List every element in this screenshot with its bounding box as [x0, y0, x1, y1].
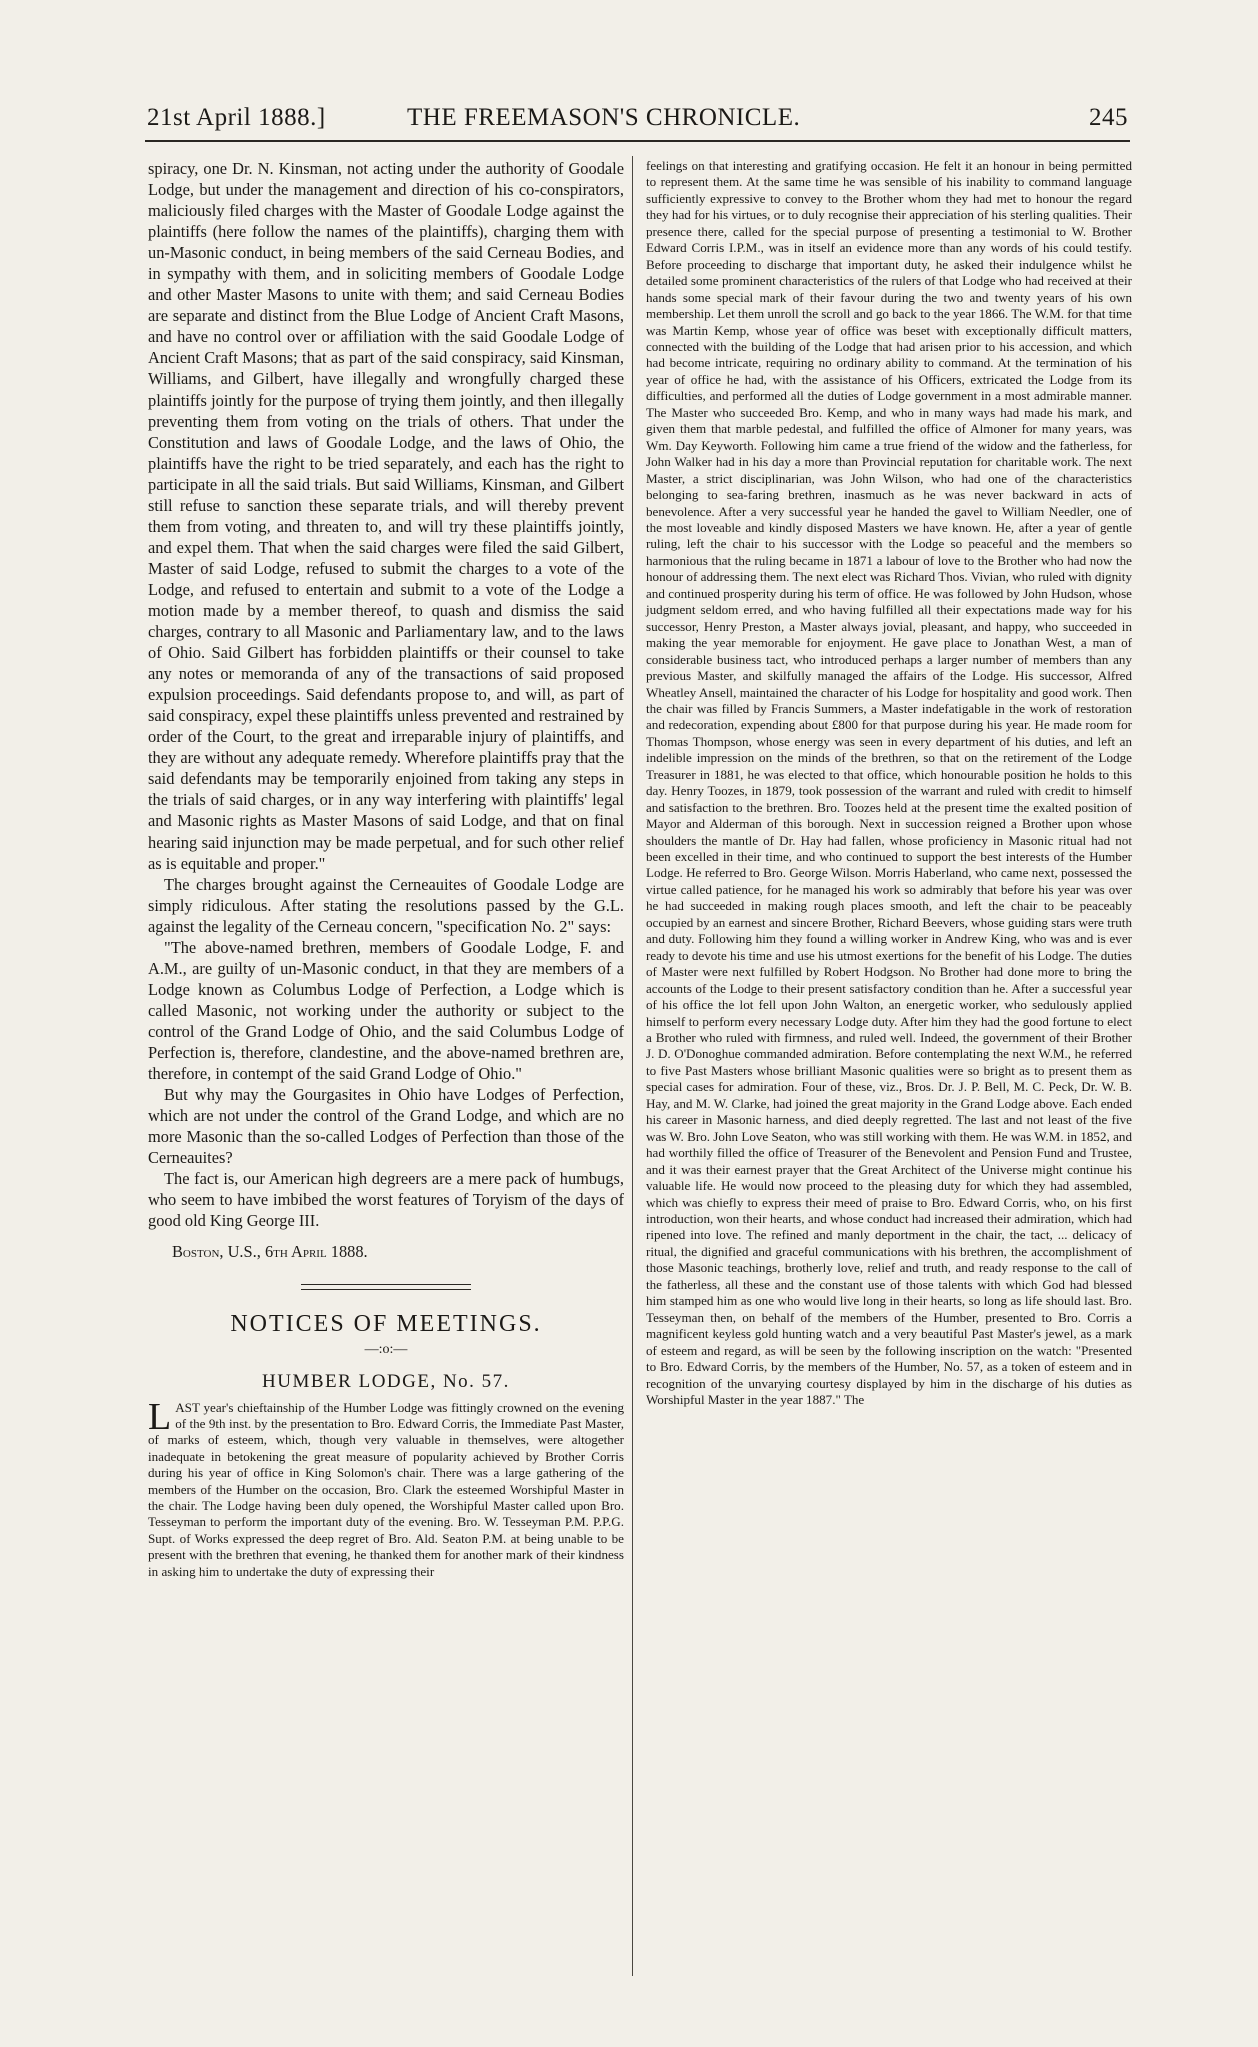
- section-title: NOTICES OF MEETINGS.: [230, 1311, 542, 1338]
- publication-title: THE FREEMASON'S CHRONICLE.: [407, 104, 801, 131]
- quoted-specification: "The above-named brethren, members of Goodale Lodge, F. and A.M., are guilty of un-Masonic conduct, in that they are members of a Lodge known as Columbus Lodge of Perfection, a Lodge which is called Masonic, not working under the authority or subject to the control of the Grand Lodge of Ohio, and the said Columbus Lodge of Perfection is, therefore, clandestine, and the above-named brethren are, therefore, in contempt of the said Grand Lodge of Ohio.": [148, 937, 624, 1084]
- column-rule: [632, 156, 633, 1976]
- article-paragraph: The charges brought against the Cerneauites of Goodale Lodge are simply ridiculous. After stating the resolutions passed by the G.L. against the legality of the Cerneau concern, "specification No. 2" says:: [148, 874, 624, 936]
- lodge-report-continued: feelings on that interesting and gratifying occasion. He felt it an honour in being permitted to represent them. At the same time he was sensible of his inability to command language sufficiently expressive to convey to the Brother whom they had met to honour the regard they had for his virtues, or to duly recognise their appreciation of his sterling qualities. Their presence there, called for the special purpose of presenting a testimonial to W. Brother Edward Corris I.P.M., was in itself an evidence more than any words of his could testify. Before proceeding to discharge that important duty, he asked their indulgence whilst he detailed some prominent characteristics of the rulers of that Lodge who had received at their hands some special mark of their favour during the two and twenty years of his own membership. Let them unroll the scroll and go back to the year 1866. The W.M. for that time was Martin Kemp, whose year of office was beset with exceptionally difficult matters, connected with the building of the Lodge that had arisen prior to his accession, and which had become intricate, requiring no ordinary ability to command. At the termination of his year of office he had, with the assistance of his Officers, extricated the Lodge from its difficulties, and performed all the duties of Lodge government in a most admirable manner. The Master who succeeded Bro. Kemp, and who in many ways had made his mark, and given them that marble pedestal, and fulfilled the office of Almoner for many years, was Wm. Day Keyworth. Following him came a true friend of the widow and the fatherless, for John Walker had in his day a more than Provincial reputation for charitable work. The next Master, a strict disciplinarian, was John Wilson, who had one of the characteristics belonging to sea-faring brethren, inasmuch as he was never backward in acts of benevolence. After a very successful year he handed the gavel to William Needler, one of the most loveable and kindly disposed Masters we have known. He, after a year of gentle ruling, left the chair to his successor with the Lodge so peaceful and the members so harmonious that the ruling became in 1871 a labour of love to the Brother who had now the honour of addressing them. The next elect was Richard Thos. Vivian, who ruled with dignity and continued prosperity during his term of office. He was followed by John Hudson, whose judgment seldom erred, and who having fulfilled all their expectations made way for his successor, Henry Preston, a Master always jovial, pleasant, and happy, who succeeded in making the year memorable for enjoyment. He gave place to Jonathan West, a man of considerable business tact, who introduced perhaps a larger number of members than any previous Master, and skilfully managed the affairs of the Lodge. His successor, Alfred Wheatley Ansell, maintained the character of his Lodge for hospitality and good work. Then the chair was filled by Francis Summers, a Master indefatigable in the work of restoration and redecoration, expending about £800 for that purpose during his year. He made room for Thomas Thompson, whose energy was seen in every department of his duties, and left an indelible impression on the minds of the brethren, so that on the retirement of the Lodge Treasurer in 1881, he was elected to that office, which honourable position he holds to this day. Henry Toozes, in 1879, took possession of the warrant and ruled with credit to himself and satisfaction to the brethren. Bro. Toozes held at the present time the exalted position of Mayor and Alderman of this borough. Next in succession reigned a Brother upon whose shoulders the mantle of Dr. Hay had fallen, whose proficiency in Masonic ritual had not been excelled in their time, and who continued to support the best interests of the Humber Lodge. He referred to Bro. George Wilson. Morris Haberland, who came next, possessed the virtue called patience, for he managed his work so admirably that before his year was over he had succeeded in making rough places smooth, and left the chair to be peaceably occupied by an earnest and sincere Brother, Richard Beevers, whose guiding stars were truth and duty. Following him they found a willing worker in Andrew King, who was and is ever ready to devote his time and use his utmost exertions for the benefit of his Lodge. The duties of Master were next fulfilled by Robert Hodgson. No Brother had done more to bring the accounts of the Lodge to their present satisfactory condition than he. After a successful year of his office the lot fell upon John Walton, an energetic worker, who sedulously applied himself to perform every necessary Lodge duty. After him they had the good fortune to elect a Brother who ruled with firmness, and ruled well. Indeed, the government of their Brother J. D. O'Donoghue commanded admiration. Before contemplating the next W.M., he referred to five Past Masters whose brilliant Masonic qualities were so bright as to present them as special cases for admiration. Four of these, viz., Bros. Dr. J. P. Bell, M. C. Peck, Dr. W. B. Hay, and M. W. Clarke, had joined the great majority in the Grand Lodge above. Each ended his career in Masonic harness, and died deeply regretted. The last and not least of the five was W. Bro. John Love Seaton, who was still working with them. He was W.M. in 1852, and had worthily filled the office of Treasurer of the Benevolent and Pension Fund and Trustee, and it was their earnest prayer that the Great Architect of the Universe might continue his valuable life. He would now proceed to the pleasing duty for which they had assembled, which was chiefly to express their meed of praise to Bro. Edward Corris, who, on his first introduction, won their hearts, and whose conduct had increased their admiration, which had ripened into love. The refined and manly deportment in the chair, the tact, ... delicacy of ritual, the dignified and graceful communications with his brethren, the accomplishment of those Masonic teachings, brotherly love, relief and truth, and ready response to the call of the fatherless, all these and the constant use of those talents with which God had blessed him stamped him as one who would live long in their hearts, so long as life should last. Bro. Tesseyman then, on behalf of the members of the Humber, presented to Bro. Corris a magnificent keyless gold hunting watch and a very beautiful Past Master's jewel, as a mark of esteem and regard, as will be seen by the following inscription on the watch: "Presented to Bro. Edward Corris, by the members of the Humber, No. 57, as a token of esteem and in recognition of the unvarying courtesy displayed by him in the discharge of his duties as Worshipful Master in the year 1887." The: [646, 158, 1132, 1407]
- article-paragraph: The fact is, our American high degreers are a mere pack of humbugs, who seem to have imbibed the worst features of Toryism of the days of good old King George III.: [148, 1169, 624, 1231]
- right-column: [646, 158, 1132, 1408]
- article-paragraph: But why may the Gourgasites in Ohio have Lodges of Perfection, which are not under the control of the Grand Lodge, and which are no more Masonic than the so-called Lodges of Perfection than those of the Cerneauites?: [148, 1085, 624, 1168]
- lodge-title: HUMBER LODGE, No. 57.: [262, 1370, 510, 1392]
- article-signature: Boston, U.S., 6th April 1888.: [172, 1242, 368, 1262]
- page-header: [145, 100, 1130, 142]
- left-column: [148, 158, 624, 1580]
- page-number: 245: [1089, 104, 1128, 131]
- section-separator: —:o:—: [364, 1342, 408, 1358]
- lodge-report: [148, 1395, 624, 1580]
- section-divider: [301, 1284, 471, 1290]
- article-paragraph: spiracy, one Dr. N. Kinsman, not acting under the authority of Goodale Lodge, but under the management and direction of his co-conspirators, maliciously filed charges with the Master of Goodale Lodge against the plaintiffs (here follow the names of the plaintiffs), charging them with un-Masonic conduct, in being members of the said Cerneau Bodies, and in sympathy with them, and in soliciting members of Goodale Lodge and other Master Masons to unite with them; and said Cerneau Bodies are separate and distinct from the Blue Lodge of Ancient Craft Masons, and have no control over or affiliation with the said Goodale Lodge of Ancient Craft Masons; that as part of the said conspiracy, said Kinsman, Williams, and Gilbert, have illegally and wrongfully charged these plaintiffs jointly for the purpose of trying them jointly, and then illegally preventing them from voting on the trials of others. That under the Constitution and laws of Goodale Lodge, and the laws of Ohio, the plaintiffs have the right to be tried separately, and each has the right to participate in all the said trials. But said Williams, Kinsman, and Gilbert still refuse to sanction these separate trials, and will thereby prevent them from voting, and threaten to, and will try these plaintiffs jointly, and expel them. That when the said charges were filed the said Gilbert, Master of said Lodge, refused to submit the charges to a vote of the Lodge, and refused to entertain and submit to a vote of the Lodge a motion made by a member thereof, to quash and dismiss the said charges, contrary to all Masonic and Parliamentary law, and to the laws of Ohio. Said Gilbert has forbidden plaintiffs or their counsel to take any notes or memoranda of any of the transactions of said proposed expulsion proceedings. Said defendants propose to, and will, as part of said conspiracy, expel these plaintiffs unless prevented and restrained by order of the Court, to the great and irreparable injury of plaintiffs, and they are without any adequate remedy. Wherefore plaintiffs pray that the said defendants may be temporarily enjoined from taking any steps in the trials of said charges, or in any way interfering with plaintiffs' legal and Masonic rights as Master Masons of said Lodge, and that on final hearing said injunction may be made perpetual, and for such other relief as is equitable and proper.": [148, 159, 624, 873]
- lodge-report-text: AST year's chieftainship of the Humber Lodge was fittingly crowned on the evening of the 9th inst. by the presentation to Bro. Edward Corris, the Immediate Past Master, of marks of esteem, which, though very valuable in themselves, were altogether inadequate in betokening the great measure of popularity achieved by Brother Corris during his year of office in King Solomon's chair. There was a large gathering of the members of the Humber on the occasion, Bro. Clark the esteemed Worshipful Master in the chair. The Lodge having been duly opened, the Worshipful Master called upon Bro. Tesseyman to perform the important duty of the evening. Bro. W. Tesseyman P.M. P.P.G. Supt. of Works expressed the deep regret of Bro. Ald. Seaton P.M. at being unable to be present with the brethren that evening, he thanked them for another mark of their kindness in asking him to undertake the duty of expressing their: [148, 1399, 624, 1579]
- drop-cap: L: [148, 1395, 172, 1438]
- issue-date: 21st April 1888.]: [147, 104, 326, 131]
